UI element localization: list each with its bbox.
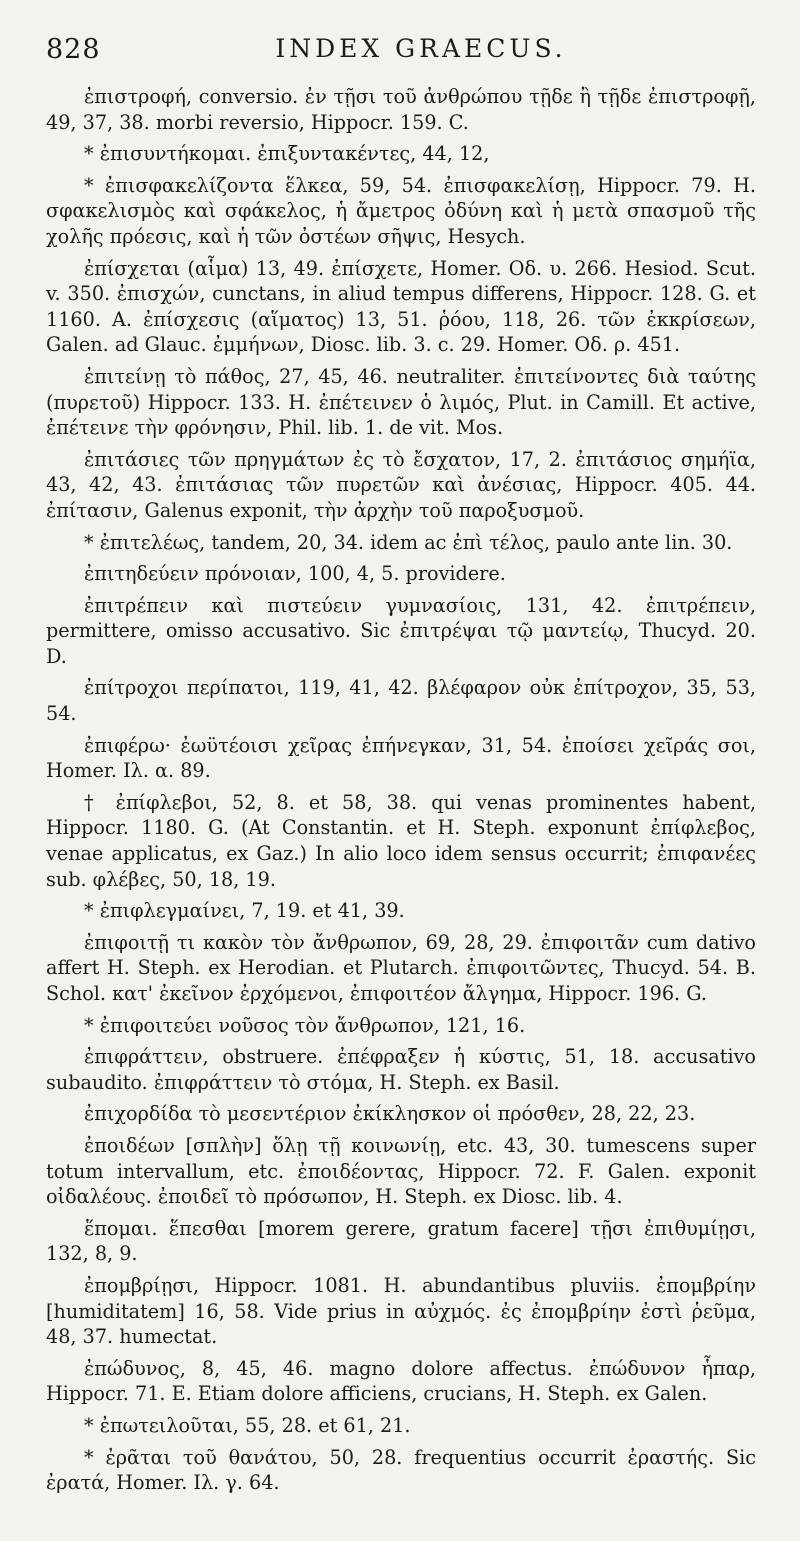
index-entry: * ἐπωτειλοῦται, 55, 28. et 61, 21. bbox=[84, 1413, 411, 1437]
index-entry: ἐπιφοιτῇ τι κακὸν τὸν ἄνθρωπον, 69, 28, 29. ἐπιφοιτᾶν cum dativo affert H. Steph. ex Herodian. et Plutarch. ἐπιφοιτῶντες, Thucyd. 54. B. Schol. κατ' ἐκεῖνον ἐρχόμενοι, ἐπιφοιτέον ἄλγημα, Hippocr. 196. G. bbox=[46, 930, 756, 1005]
index-entry: ἐπιτρέπειν καὶ πιστεύειν γυμνασίοις, 131, 42. ἐπιτρέπειν, permittere, omisso accusativo. Sic ἐπιτρέψαι τῷ μαντείῳ, Thucyd. 20. D. bbox=[46, 593, 756, 668]
index-entry: ἐπιτάσιες τῶν πρηγμάτων ἐς τὸ ἔσχατον, 17, 2. ἐπιτάσιος σημήϊα, 43, 42, 43. ἐπιτάσιας τῶν πυρετῶν καὶ ἀνέσιας, Hippocr. 405. 44. ἐπίτασιν, Galenus exponit, τὴν ἀρχὴν τοῦ παροξυσμοῦ. bbox=[46, 447, 756, 522]
index-entry: ἐπιτηδεύειν πρόνοιαν, 100, 4, 5. providere. bbox=[84, 562, 506, 586]
index-entries bbox=[46, 84, 756, 1496]
index-entry: * ἐπιφοιτεύει νοῦσος τὸν ἄνθρωπον, 121, 16. bbox=[84, 1013, 526, 1037]
index-entry: ἐπιτείνῃ τὸ πάθος, 27, 45, 46. neutraliter. ἐπιτείνοντες διὰ ταύτης (πυρετοῦ) Hippocr. 133. H. ἐπέτεινεν ὁ λιμός, Plut. in Camill. Et active, ἐπέτεινε τὴν φρόνησιν, Phil. lib. 1. de vit. Mos. bbox=[46, 364, 756, 440]
page-number: 828 bbox=[46, 34, 101, 65]
index-entry: ἐπώδυνος, 8, 45, 46. magno dolore affectus. ἐπώδυνον ἧπαρ, Hippocr. 71. E. Etiam dolore afficiens, crucians, H. Steph. ex Galen. bbox=[46, 1356, 756, 1406]
index-entry: * ἐπιφλεγμαίνει, 7, 19. et 41, 39. bbox=[84, 899, 405, 923]
index-entry: ἐποιδέων [σπλὴν] ὅλῃ τῇ κοινωνίῃ, etc. 43, 30. tumescens super totum intervallum, etc. ἐποιδέοντας, Hippocr. 72. F. Galen. exponit οἰδαλέους. ἐποιδεῖ τὸ πρόσωπον, H. Steph. ex Diosc. lib. 4. bbox=[46, 1133, 756, 1209]
index-entry: ἐπιχορδίδα τὸ μεσεντέριον ἐκίκλησκον οἱ πρόσθεν, 28, 22, 23. bbox=[84, 1102, 696, 1126]
running-head bbox=[46, 0, 756, 84]
index-entry: † ἐπίφλεβοι, 52, 8. et 58, 38. qui venas prominentes habent, Hippocr. 1180. G. (At Constantin. et H. Steph. exponunt ἐπίφλεβος, venae applicatus, ex Gaz.) In alio loco idem sensus occurrit; ἐπιφανέες sub. φλέβες, 50, 18, 19. bbox=[46, 790, 756, 891]
page-title: INDEX GRAECUS. bbox=[275, 34, 567, 63]
index-entry: ἐπιστροφή, conversio. ἐν τῇσι τοῦ ἀνθρώπου τῇδε ἢ τῇδε ἐπιστροφῇ, 49, 37, 38. morbi reversio, Hippocr. 159. C. bbox=[46, 85, 756, 134]
index-entry: ἐπίσχεται (αἷμα) 13, 49. ἐπίσχετε, Homer. Οδ. υ. 266. Hesiod. Scut. v. 350. ἐπισχών, cunctans, in aliud tempus differens, Hippocr. 128. G. et 1160. A. ἐπίσχεσις (αἵματος) 13, 51. ῥόου, 118, 26. τῶν ἐκκρίσεων, Galen. ad Glauc. ἐμμήνων, Diosc. lib. 3. c. 29. Homer. Οδ. ρ. 451. bbox=[46, 256, 756, 357]
index-entry: ἐπιφράττειν, obstruere. ἐπέφραξεν ἡ κύστις, 51, 18. accusativo subaudito. ἐπιφράττειν τὸ στόμα, H. Steph. ex Basil. bbox=[46, 1045, 756, 1094]
index-entry: * ἐπισυντήκομαι. ἐπιξυντακέντες, 44, 12, bbox=[84, 142, 490, 166]
index-entry: ἕπομαι. ἕπεσθαι [morem gerere, gratum facere] τῇσι ἐπιθυμίῃσι, 132, 8, 9. bbox=[46, 1216, 756, 1266]
index-entry: * ἐπισφακελίζοντα ἕλκεα, 59, 54. ἐπισφακελίσῃ, Hippocr. 79. H. σφακελισμὸς καὶ σφάκελος, ἡ ἄμετρος ὀδύνη καὶ ἡ μετὰ σπασμοῦ τῆς χολῆς πρόεσις, καὶ ἡ τῶν ὀστέων σῆψις, Hesych. bbox=[46, 173, 756, 248]
index-entry: ἐπιφέρω· ἐωϋτέοισι χεῖρας ἐπήνεγκαν, 31, 54. ἐποίσει χεῖράς σοι, Homer. Ιλ. α. 89. bbox=[46, 733, 756, 783]
index-entry: ἐπομβρίῃσι, Hippocr. 1081. H. abundantibus pluviis. ἐπομβρίην [humiditatem] 16, 58. Vide prius in αὐχμός. ἐς ἐπομβρίην ἐστὶ ῥεῦμα, 48, 37. humectat. bbox=[46, 1273, 756, 1349]
index-entry: ἐπίτροχοι περίπατοι, 119, 41, 42. βλέφαρον οὐκ ἐπίτροχον, 35, 53, 54. bbox=[46, 676, 756, 726]
index-entry: * ἐπιτελέως, tandem, 20, 34. idem ac ἐπὶ τέλος, paulo ante lin. 30. bbox=[84, 530, 733, 554]
index-entry: * ἐρᾶται τοῦ θανάτου, 50, 28. frequentius occurrit ἐραστής. Sic ἐρατά, Homer. Ιλ. γ. 64. bbox=[46, 1445, 756, 1495]
